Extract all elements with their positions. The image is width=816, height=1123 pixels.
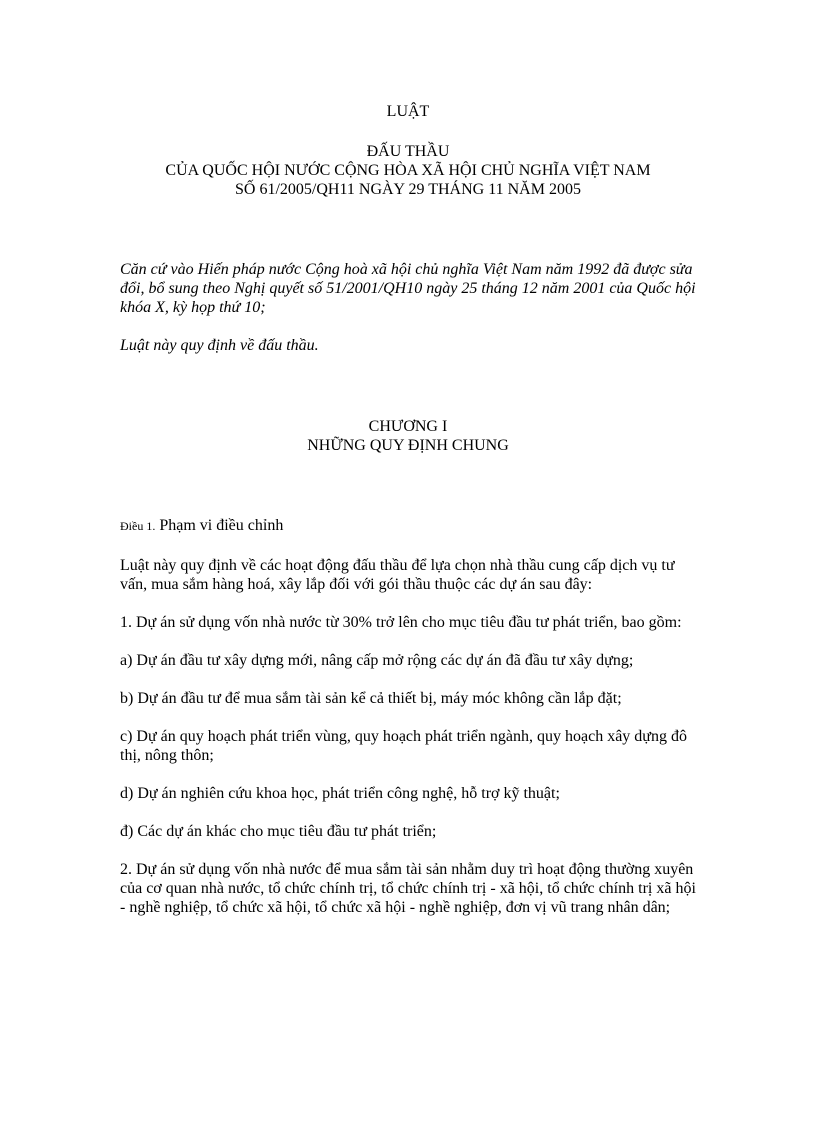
chapter-name: NHỮNG QUY ĐỊNH CHUNG <box>307 437 509 454</box>
document-subtitle <box>120 142 696 199</box>
paragraph: c) Dự án quy hoạch phát triển vùng, quy hoạch phát triển ngành, quy hoạch xây dựng đô thị, nông thôn; <box>120 728 687 764</box>
law-heading: LUẬT <box>386 103 430 120</box>
subtitle-line: ĐẤU THẦU <box>366 143 450 160</box>
subtitle-line: SỐ 61/2005/QH11 NGÀY 29 THÁNG 11 NĂM 2005 <box>235 181 581 198</box>
paragraph: đ) Các dự án khác cho mục tiêu đầu tư phát triển; <box>120 823 437 840</box>
chapter-heading <box>120 417 696 455</box>
paragraph: Luật này quy định về các hoạt động đấu thầu để lựa chọn nhà thầu cung cấp dịch vụ tư vấn, mua sắm hàng hoá, xây lắp đối với gói thầu thuộc các dự án sau đây: <box>120 557 675 593</box>
document-title <box>120 102 696 121</box>
article-body <box>120 556 696 936</box>
paragraph: b) Dự án đầu tư để mua sắm tài sản kể cả thiết bị, máy móc không cần lắp đặt; <box>120 690 622 707</box>
subtitle-line: CỦA QUỐC HỘI NƯỚC CỘNG HÒA XÃ HỘI CHỦ NGHĨA VIỆT NAM <box>165 162 651 179</box>
article-heading <box>120 516 696 536</box>
preamble-paragraph: Căn cứ vào Hiến pháp nước Cộng hoà xã hội chủ nghĩa Việt Nam năm 1992 đã được sửa đổi, bổ sung theo Nghị quyết số 51/2001/QH10 ngày 25 tháng 12 năm 2001 của Quốc hội khóa X, kỳ họp thứ 10; <box>120 261 696 316</box>
article-title: Phạm vi điều chỉnh <box>159 517 284 534</box>
preamble <box>120 260 696 374</box>
preamble-paragraph: Luật này quy định về đấu thầu. <box>120 337 319 354</box>
paragraph: a) Dự án đầu tư xây dựng mới, nâng cấp mở rộng các dự án đã đầu tư xây dựng; <box>120 652 634 669</box>
paragraph: 1. Dự án sử dụng vốn nhà nước từ 30% trở lên cho mục tiêu đầu tư phát triển, bao gồm: <box>120 614 682 631</box>
article-label: Điều 1. <box>120 519 156 533</box>
chapter-number: CHƯƠNG I <box>368 418 448 435</box>
paragraph: 2. Dự án sử dụng vốn nhà nước để mua sắm tài sản nhằm duy trì hoạt động thường xuyên của cơ quan nhà nước, tổ chức chính trị, tổ chức chính trị - xã hội, tổ chức chính trị xã hội - nghề nghiệp, tổ chức xã hội, tổ chức xã hội - nghề nghiệp, đơn vị vũ trang nhân dân; <box>120 861 696 916</box>
paragraph: d) Dự án nghiên cứu khoa học, phát triển công nghệ, hỗ trợ kỹ thuật; <box>120 785 560 802</box>
